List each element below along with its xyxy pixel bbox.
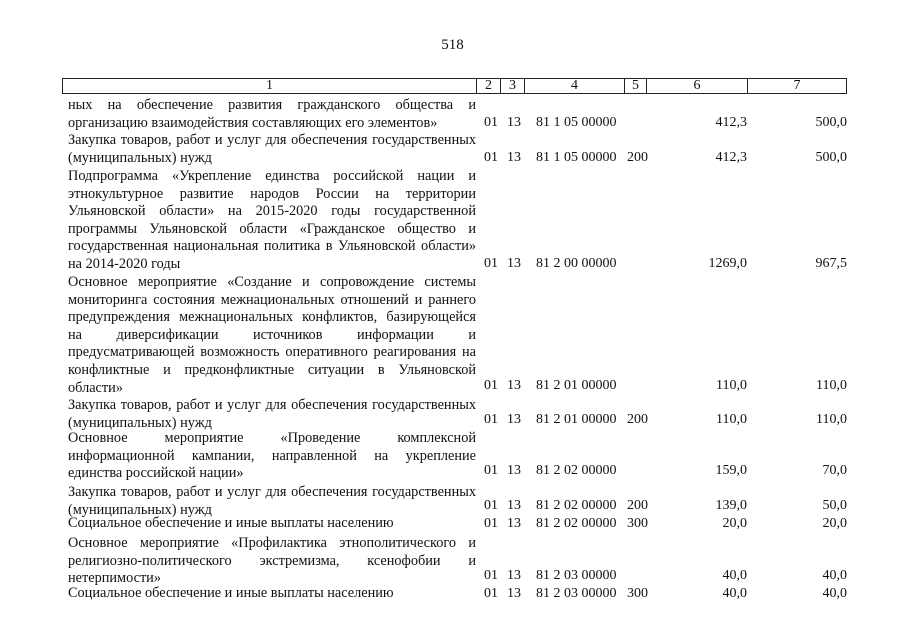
row-col-3: 13 [507,463,521,478]
row-col-4: 81 2 02 00000 [536,498,617,513]
row-description: Социальное обеспечение и иные выплаты населению [68,585,394,601]
row-col-6: 110,0 [716,412,747,427]
row-description: Закупка товаров, работ и услуг для обеспечения государственных (муниципальных) нужд [68,397,476,431]
row-col-2: 01 [484,586,498,601]
row-col-3: 13 [507,150,521,165]
row-description: ных на обеспечение развития гражданского общества и организацию взаимодействия составляющих его элементов» [68,97,476,131]
row-col-5: 200 [627,412,648,427]
row-col-6: 412,3 [715,115,747,130]
row-col-7: 20,0 [822,516,847,531]
row-col-5: 200 [627,498,648,513]
row-col-4: 81 2 00 00000 [536,256,617,271]
row-col-5: 200 [627,150,648,165]
row-col-4: 81 2 03 00000 [536,568,617,583]
row-col-2: 01 [484,256,498,271]
row-col-3: 13 [507,568,521,583]
row-col-3: 13 [507,498,521,513]
row-col-2: 01 [484,150,498,165]
row-col-7: 110,0 [816,378,847,393]
row-description: Основное мероприятие «Создание и сопровождение системы мониторинга состояния межнациональных отношений и раннего предупреждения межнациональных конфликтов, базирующейся на диверсификации источников информации и предусматривающей возможность оперативного реагирования на конфликтные и предконфликтные ситуации в Ульяновской области» [68,274,476,396]
row-col-2: 01 [484,463,498,478]
row-col-7: 500,0 [815,115,847,130]
row-col-2: 01 [484,498,498,513]
row-description: Подпрограмма «Укрепление единства российской нации и этнокультурное развитие народов России на территории Ульяновской области» на 2015-2020 годы государственной программы Ульяновской области «Гражданское общество и государственная национальная политика в Ульяновской области» на 2014-2020 годы [68,168,476,272]
row-description: Закупка товаров, работ и услуг для обеспечения государственных (муниципальных) нужд [68,484,476,518]
row-col-3: 13 [507,115,521,130]
header-col-2: 2 [477,79,501,93]
row-col-6: 110,0 [716,378,747,393]
row-col-6: 412,3 [715,150,747,165]
row-col-5: 300 [627,586,648,601]
row-col-6: 20,0 [722,516,747,531]
row-col-3: 13 [507,412,521,427]
row-col-6: 159,0 [715,463,747,478]
row-description: Закупка товаров, работ и услуг для обеспечения государственных (муниципальных) нужд [68,132,476,166]
row-col-7: 40,0 [822,586,847,601]
row-col-7: 500,0 [815,150,847,165]
row-col-2: 01 [484,378,498,393]
row-col-7: 967,5 [815,256,847,271]
header-col-1: 1 [63,79,477,93]
row-col-7: 110,0 [816,412,847,427]
row-col-3: 13 [507,586,521,601]
header-col-7: 7 [793,78,801,93]
row-col-4: 81 1 05 00000 [536,150,617,165]
row-col-6: 1269,0 [708,256,747,271]
header-col-3: 3 [501,79,525,93]
row-col-5: 300 [627,516,648,531]
row-col-2: 01 [484,568,498,583]
row-col-6: 139,0 [715,498,747,513]
row-description: Основное мероприятие «Проведение комплексной информационной кампании, направленной на укрепление единства российской нации» [68,430,476,482]
row-col-6: 40,0 [722,568,747,583]
header-col-6: 6 [647,79,748,93]
row-col-4: 81 2 01 00000 [536,378,617,393]
row-col-2: 01 [484,412,498,427]
row-col-2: 01 [484,516,498,531]
row-col-7: 70,0 [822,463,847,478]
row-col-6: 40,0 [722,586,747,601]
row-col-7: 40,0 [822,568,847,583]
table-header [62,78,847,94]
row-col-2: 01 [484,115,498,130]
header-col-5: 5 [625,79,647,93]
row-col-4: 81 1 05 00000 [536,115,617,130]
header-col-4: 4 [525,79,625,93]
row-description: Социальное обеспечение и иные выплаты населению [68,515,394,531]
page-number: 518 [441,37,464,53]
row-description: Основное мероприятие «Профилактика этнополитического и религиозно-политического экстремизма, ксенофобии и нетерпимости» [68,535,476,587]
row-col-3: 13 [507,378,521,393]
row-col-4: 81 2 01 00000 [536,412,617,427]
row-col-4: 81 2 02 00000 [536,516,617,531]
row-col-3: 13 [507,516,521,531]
row-col-4: 81 2 03 00000 [536,586,617,601]
row-col-3: 13 [507,256,521,271]
row-col-7: 50,0 [822,498,847,513]
row-col-4: 81 2 02 00000 [536,463,617,478]
